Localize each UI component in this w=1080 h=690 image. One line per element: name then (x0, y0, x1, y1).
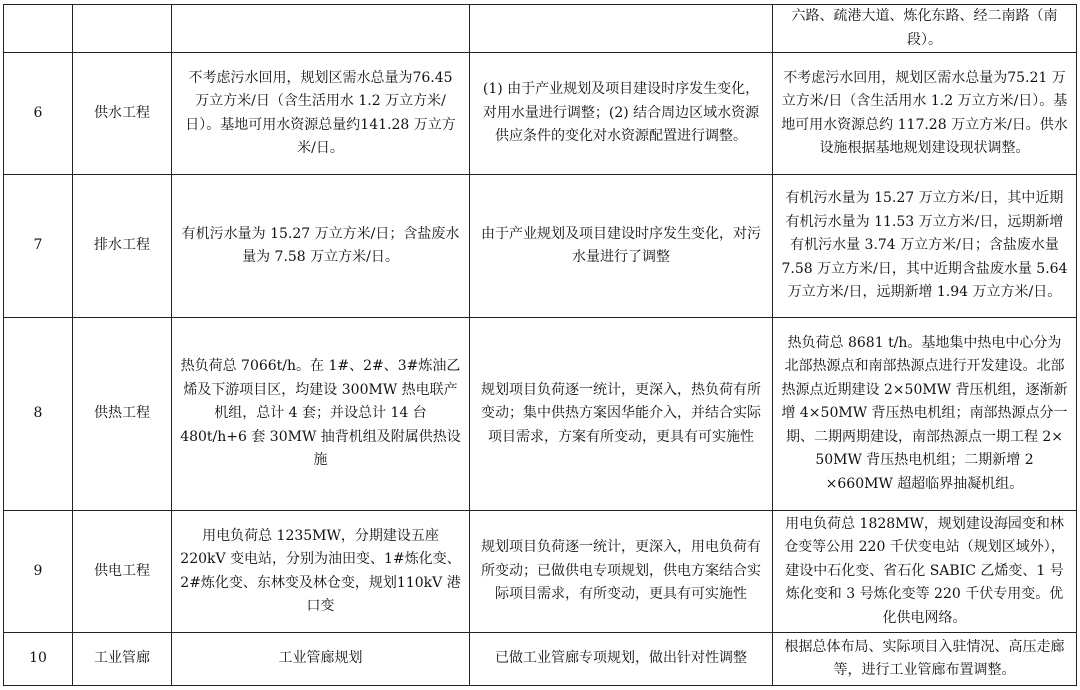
adjusted-plan-cell: 不考虑污水回用，规划区需水总量为75.21 万立方米/日（含生活用水 1.2 万立方米/日）。基地可用水资源总约 117.28 万立方米/日。供水设施根据基地规划建设现状调整。 (773, 53, 1077, 175)
row-number-cell: 10 (4, 633, 73, 686)
row-number-cell: 6 (4, 53, 73, 175)
original-plan-cell: 用电负荷总 1235MW，分期建设五座220kV 变电站，分别为油田变、1#炼化变、2#炼化变、东林变及林仓变，规划110kV 港口变 (172, 511, 470, 633)
adjusted-plan-cell: 根据总体布局、实际项目入驻情况、高压走廊等，进行工业管廊布置调整。 (773, 633, 1077, 686)
table-row (4, 53, 1077, 175)
project-name-cell: 供电工程 (73, 511, 172, 633)
project-name-cell (73, 5, 172, 53)
table-row (4, 175, 1077, 318)
table-row (4, 511, 1077, 633)
table-row (4, 633, 1077, 686)
original-plan-cell (172, 5, 470, 53)
project-name-cell: 供水工程 (73, 53, 172, 175)
table-row (4, 5, 1077, 53)
project-name-cell: 供热工程 (73, 318, 172, 511)
row-number-cell: 8 (4, 318, 73, 511)
original-plan-cell: 热负荷总 7066t/h。在 1#、2#、3#炼油乙烯及下游项目区，均建设 300MW 热电联产机组，总计 4 套；并设总计 14 台 480t/h+6 套 30MW 抽背机组及附属供热设施 (172, 318, 470, 511)
row-number-cell: 7 (4, 175, 73, 318)
adjustment-reason-cell: 规划项目负荷逐一统计，更深入，热负荷有所变动；集中供热方案因华能介入，并结合实际项目需求，方案有所变动，更具有可实施性 (470, 318, 773, 511)
project-name-cell: 工业管廊 (73, 633, 172, 686)
adjustment-reason-cell: 由于产业规划及项目建设时序发生变化，对污水量进行了调整 (470, 175, 773, 318)
adjustment-reason-cell: 规划项目负荷逐一统计，更深入，用电负荷有所变动；已做供电专项规划，供电方案结合实际项目需求，有所变动，更具有可实施性 (470, 511, 773, 633)
adjusted-plan-cell: 热负荷总 8681 t/h。基地集中热电中心分为北部热源点和南部热源点进行开发建设。北部热源点近期建设 2×50MW 背压机组，逐渐新增 4×50MW 背压热电机组；南部热源点分一期、二期两期建设，南部热源点一期工程 2× 50MW 背压热电机组；二期新增 2 ×660MW 超超临界抽凝机组。 (773, 318, 1077, 511)
row-number-cell (4, 5, 73, 53)
adjusted-plan-cell: 用电负荷总 1828MW，规划建设海园变和林仓变等公用 220 千伏变电站（规划区域外），建设中石化变、省石化 SABIC 乙烯变、1 号炼化变和 3 号炼化变等 220 千伏专用变。优化供电网络。 (773, 511, 1077, 633)
planning-adjustment-table (3, 4, 1077, 686)
adjustment-reason-cell: 已做工业管廊专项规划，做出针对性调整 (470, 633, 773, 686)
original-plan-cell: 有机污水量为 15.27 万立方米/日；含盐废水量为 7.58 万立方米/日。 (172, 175, 470, 318)
row-number-cell: 9 (4, 511, 73, 633)
table-row (4, 318, 1077, 511)
original-plan-cell: 工业管廊规划 (172, 633, 470, 686)
adjusted-plan-cell: 六路、疏港大道、炼化东路、经二南路（南段）。 (773, 5, 1077, 53)
project-name-cell: 排水工程 (73, 175, 172, 318)
adjustment-reason-cell: (1) 由于产业规划及项目建设时序发生变化，对用水量进行调整；(2) 结合周边区域水资源供应条件的变化对水资源配置进行调整。 (470, 53, 773, 175)
adjusted-plan-cell: 有机污水量为 15.27 万立方米/日，其中近期有机污水量为 11.53 万立方米/日，远期新增有机污水量 3.74 万立方米/日；含盐废水量 7.58 万立方米/日，其中近期含盐废水量 5.64 万立方米/日，远期新增 1.94 万立方米/日。 (773, 175, 1077, 318)
original-plan-cell: 不考虑污水回用，规划区需水总量为76.45 万立方米/日（含生活用水 1.2 万立方米/日）。基地可用水资源总量约141.28 万立方米/日。 (172, 53, 470, 175)
adjustment-reason-cell (470, 5, 773, 53)
